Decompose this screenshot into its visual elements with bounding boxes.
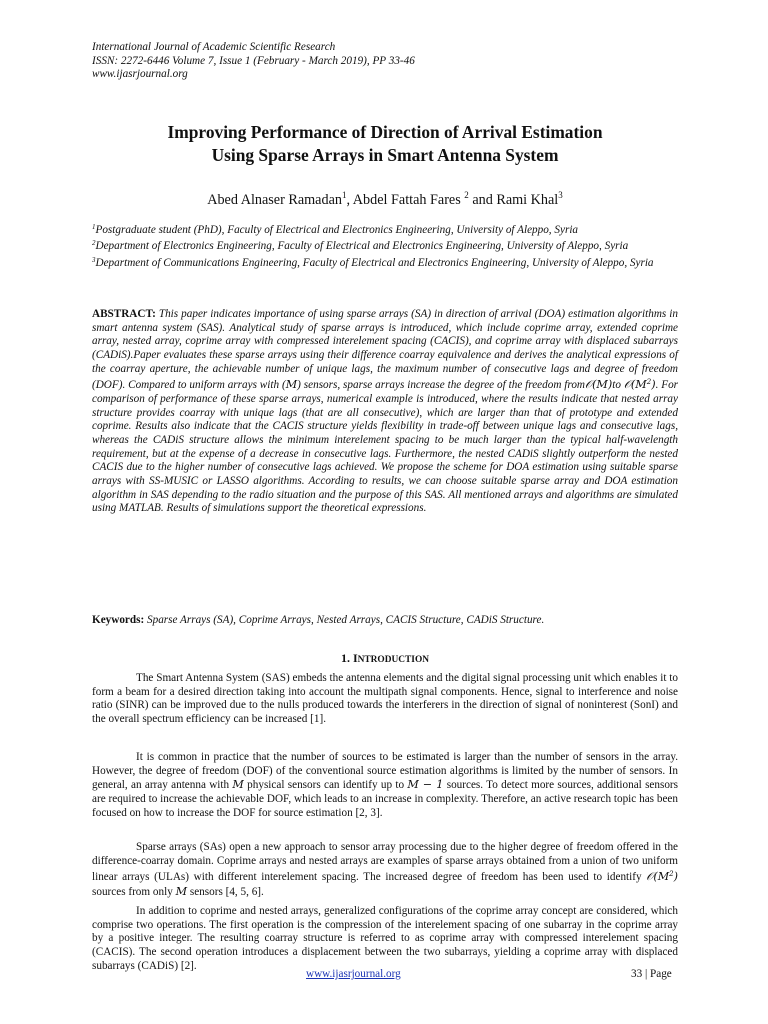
abstract-order-m2-close: )	[651, 378, 656, 392]
abstract-part-4: . For comparison of performance of these sparse arrays, numerical example is introduced, where the results indicate that nested array structure provides coarray with unique lags (that are all consecutive), which are larger than that of prototype and extended coprime. Results also indicate that the CACIS structure yields flexibility in trade-off between unique lags and consecutive lags, whereas the CADiS structure allows the minimum interelement spacing to be much larger than the typical half-wavelength requirement, but at the expense of a decrease in consecutive lags. Furthermore, the nested CADiS slightly outperform the nested CACIS due to the higher number of consecutive lags achieved. We propose the scheme for DOA estimation using suitable sparse arrays with SS-MUSIC or LASSO algorithms. According to results, we can choose suitable sparse array and DOA estimation algorithm in SAS depending to the radio situation and the purpose of this SAS. All mentioned arrays and algorithms are simulated using MATLAB. Results of simulations support the theoretical expressions.	[92, 379, 679, 515]
keywords	[92, 614, 678, 628]
keywords-label: Keywords:	[92, 614, 145, 626]
affiliation-1-text: Postgraduate student (PhD), Faculty of Electrical and Electronics Engineering, University of Aleppo, Syria	[95, 224, 579, 236]
affiliation-2	[92, 237, 678, 253]
section-number: 1. I	[340, 651, 358, 665]
abstract-label: ABSTRACT:	[92, 308, 156, 320]
paragraph-4: In addition to coprime and nested arrays, generalized configurations of the coprime array concept are considered, which comprise two operations. The first operation is the compression of the interelement spacing of one subarray in the coprime array by a positive integer. The resulting coarray structure is referred to as coprime array with compressed interelement spacing (CACIS). The second operation introduces a displacement between the two subarrays, yielding a coprime array with displaced subarrays (CADiS) [2].	[92, 905, 678, 972]
title-line-2: Using Sparse Arrays in Smart Antenna System	[211, 144, 559, 165]
affiliation-3-text: Department of Communications Engineering, Faculty of Electrical and Electronics Engineering, University of Aleppo, Syria	[95, 256, 654, 269]
paragraph-3-part-a: Sparse arrays (SAs) open a new approach to sensor array processing due to the higher degree of freedom offered in the difference-coarray domain. Coprime arrays and nested arrays are examples of sparse arrays obtained from a union of two uniform linear arrays (ULAs) with different interelement spacing. The increased degree of freedom has been used to identify	[92, 841, 678, 884]
abstract-part-2: ) sensors, sparse arrays increase the degree of the freedom from	[297, 379, 586, 392]
abstract-order-m2	[624, 378, 656, 391]
abstract	[92, 308, 678, 516]
journal-name: International Journal of Academic Scientific Research	[92, 41, 336, 53]
keywords-values: Sparse Arrays (SA), Coprime Arrays, Nested Arrays, CACIS Structure, CADiS Structure.	[147, 614, 545, 626]
paper-page	[92, 41, 679, 972]
paragraph-2-part-a: It is common in practice that the number of sources to be estimated is larger than the number of sensors in the array. However, the degree of freedom (DOF) of the conventional source estimation algorithms is limited by the number of sensors. In general, an array antenna with	[92, 751, 678, 792]
abstract-m-symbol: M	[285, 378, 298, 392]
author-1: Abed Alnaser Ramadan	[207, 192, 342, 208]
author-2: Abdel Fattah Fares	[352, 192, 461, 208]
author-2-sup: 2	[464, 190, 469, 200]
paragraph-3-order-base: 𝒪(M	[646, 870, 670, 884]
affiliation-2-sup: 2	[92, 239, 96, 248]
journal-issn: ISSN: 2272-6446 Volume 7, Issue 1 (February - March 2019), PP 33-46	[92, 54, 415, 67]
affiliation-3-sup: 3	[92, 255, 96, 264]
paragraph-3	[92, 841, 678, 900]
journal-website: www.ijasrjournal.org	[92, 68, 188, 81]
affiliation-2-text: Department of Electronics Engineering, Faculty of Electrical and Electronics Engineering, University of Aleppo, Syria	[95, 240, 629, 253]
footer-website-link[interactable]: www.ijasrjournal.org	[306, 968, 401, 980]
author-and: and	[472, 192, 493, 208]
paragraph-3-order-m2	[646, 870, 678, 883]
paragraph-2-part-b: physical sensors can identify up to	[243, 779, 408, 792]
abstract-order-m: 𝒪(M)	[585, 378, 613, 392]
paragraph-2-part-c: sources. To detect more sources, additional sensors are required to increase the achievable DOF, which leads to an increase in complexity. Therefore, an active research topic has been focused on how to increase the DOF for source estimation [2, 3].	[92, 779, 679, 819]
abstract-part-3: to	[612, 379, 624, 392]
abstract-order-m2-sup: 2	[646, 378, 652, 387]
paragraph-3-part-b: sources from only	[92, 885, 176, 898]
title-line-1: Improving Performance of Direction of Arrival Estimation	[167, 122, 603, 142]
paragraph-3-m-symbol: M	[175, 884, 188, 898]
affiliation-1	[92, 221, 678, 237]
affiliations	[92, 221, 678, 270]
authors: Abed Alnaser Ramadan$^1$, Abdel Fattah Fares $^2$ and Rami Khal$^3$	[207, 190, 563, 208]
section-title: NTRODUCTION	[357, 655, 430, 665]
paragraph-3-order-close: )	[673, 870, 678, 884]
paragraph-3-part-c: sensors [4, 5, 6].	[187, 885, 264, 898]
paragraph-2-m-minus-1: M − 1	[407, 778, 444, 792]
paragraph-2-m-symbol: M	[232, 778, 244, 792]
affiliation-1-sup: 1	[92, 223, 96, 231]
paragraph-2	[92, 751, 678, 820]
abstract-order-m2-base: 𝒪(M	[623, 378, 647, 392]
paragraph-1: The Smart Antenna System (SAS) embeds the antenna elements and the digital signal processing unit which enables it to form a beam for a desired direction taking into account the multipath signal components. Hence, signal to interference and noise ratio (SINR) can be improved due to the nulls produced towards the interferers in the direction of signal of noninterest (SonI) and the overall spectrum efficiency can be increased [1].	[92, 672, 678, 725]
paper-title	[92, 121, 678, 166]
footer-page-number: 33 | Page	[631, 968, 672, 980]
author-1-sup: 1	[341, 190, 347, 200]
abstract-part-1: This paper indicates importance of using sparse arrays (SA) in direction of arrival (DOA) estimation algorithms in smart antenna system (SAS). Analytical study of sparse arrays is introduced, which include coprime array, extended coprime array, nested array, coprime array with compressed interelement spacing (CACIS), and coprime array with displaced subarrays (CADiS).Paper evaluates these sparse arrays using their difference coarray equivalence and derives the analytical expressions of the coarray aperture, the achievable number of unique lags, the maximum number of consecutive lags and degree of freedom (DOF). Compared to uniform arrays with (	[92, 308, 678, 392]
paragraph-3-order-sup: 2	[669, 870, 674, 879]
affiliation-3	[92, 254, 678, 270]
section-heading-introduction	[92, 651, 678, 667]
author-3: Rami Khal	[496, 192, 559, 208]
author-3-sup: 3	[558, 190, 563, 200]
